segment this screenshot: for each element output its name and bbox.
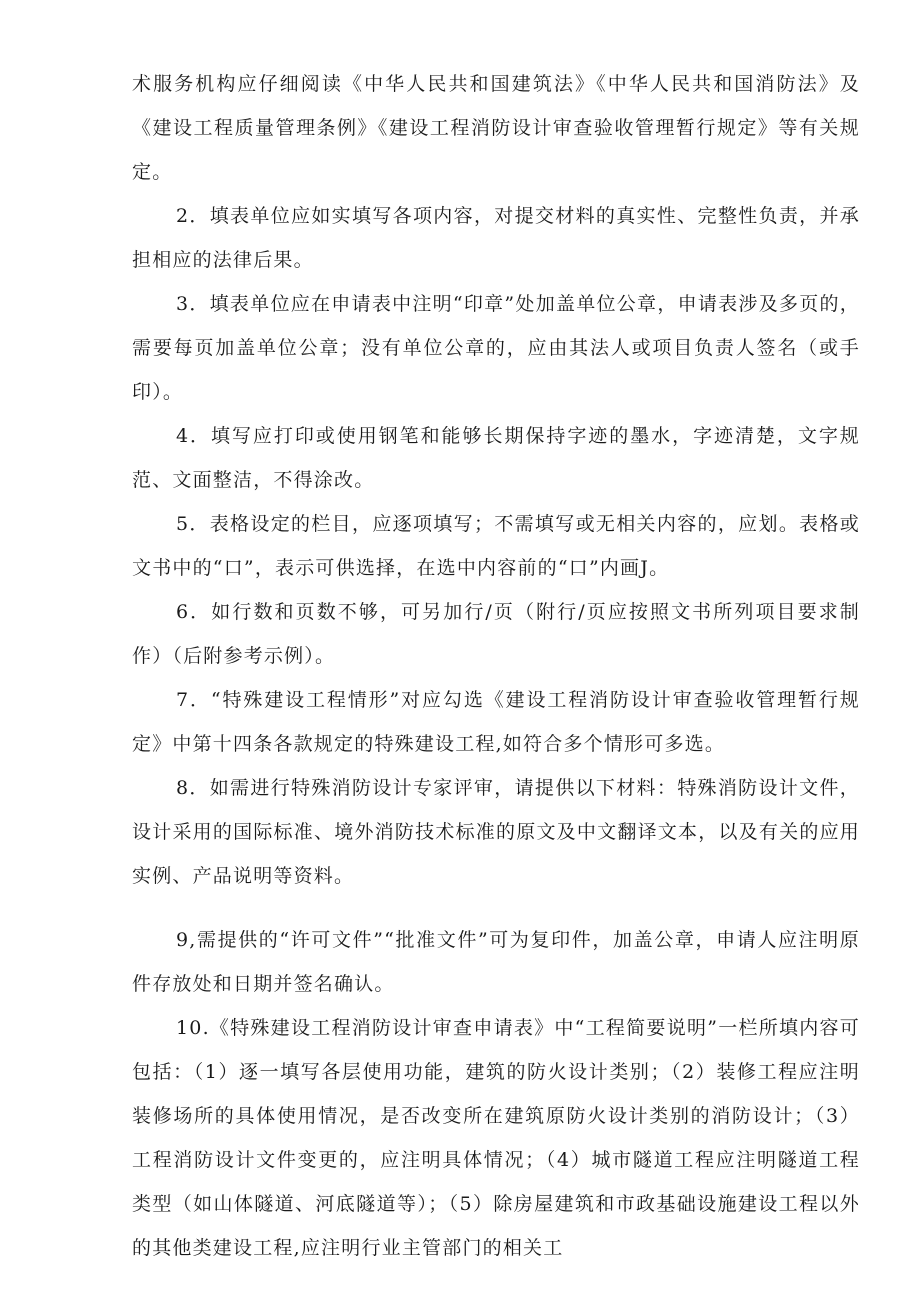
document-page [132,62,860,1270]
paragraph-item-7: 7．“特殊建设工程情形”对应勾选《建设工程消防设计审查验收管理暂行规定》中第十四条各款规定的特殊建设工程,如符合多个情形可多选。 [132,689,860,755]
paragraph-item-10: 10.《特殊建设工程消防设计审查申请表》中“工程简要说明”一栏所填内容可包括：（1）逐一填写各层使用功能，建筑的防火设计类别；（2）装修工程应注明装修场所的具体使用情况，是否改变所在建筑原防火设计类别的消防设计；（3）工程消防设计文件变更的，应注明具体情况；（4）城市隧道工程应注明隧道工程类型（如山体隧道、河底隧道等）；（5）除房屋建筑和市政基础设施建设工程以外的其他类建设工程,应注明行业主管部门的相关工 [132,1017,860,1259]
paragraph-item-8: 8．如需进行特殊消防设计专家评审，请提供以下材料：特殊消防设计文件，设计采用的国际标准、境外消防技术标准的原文及中文翻译文本，以及有关的应用实例、产品说明等资料。 [132,777,860,887]
paragraph-item-3: 3．填表单位应在申请表中注明“印章”处加盖单位公章，申请表涉及多页的，需要每页加盖单位公章；没有单位公章的，应由其法人或项目负责人签名（或手印）。 [132,293,860,403]
paragraph-item-4: 4．填写应打印或使用钢笔和能够长期保持字迹的墨水，字迹清楚，文字规范、文面整洁，不得涂改。 [132,425,860,491]
paragraph-item-5: 5．表格设定的栏目，应逐项填写；不需填写或无相关内容的，应划。表格或文书中的“口”，表示可供选择，在选中内容前的“口”内画J。 [132,513,860,579]
paragraph-item-2: 2．填表单位应如实填写各项内容，对提交材料的真实性、完整性负责，并承担相应的法律后果。 [132,205,860,271]
paragraph-item-6: 6．如行数和页数不够，可另加行/页（附行/页应按照文书所列项目要求制作）（后附参考示例）。 [132,601,860,667]
paragraph-item-9: 9,需提供的“许可文件”“批准文件”可为复印件，加盖公章，申请人应注明原件存放处和日期并签名确认。 [132,929,860,995]
paragraph-continuation: 术服务机构应仔细阅读《中华人民共和国建筑法》《中华人民共和国消防法》及《建设工程质量管理条例》《建设工程消防设计审查验收管理暂行规定》等有关规定。 [132,73,860,183]
